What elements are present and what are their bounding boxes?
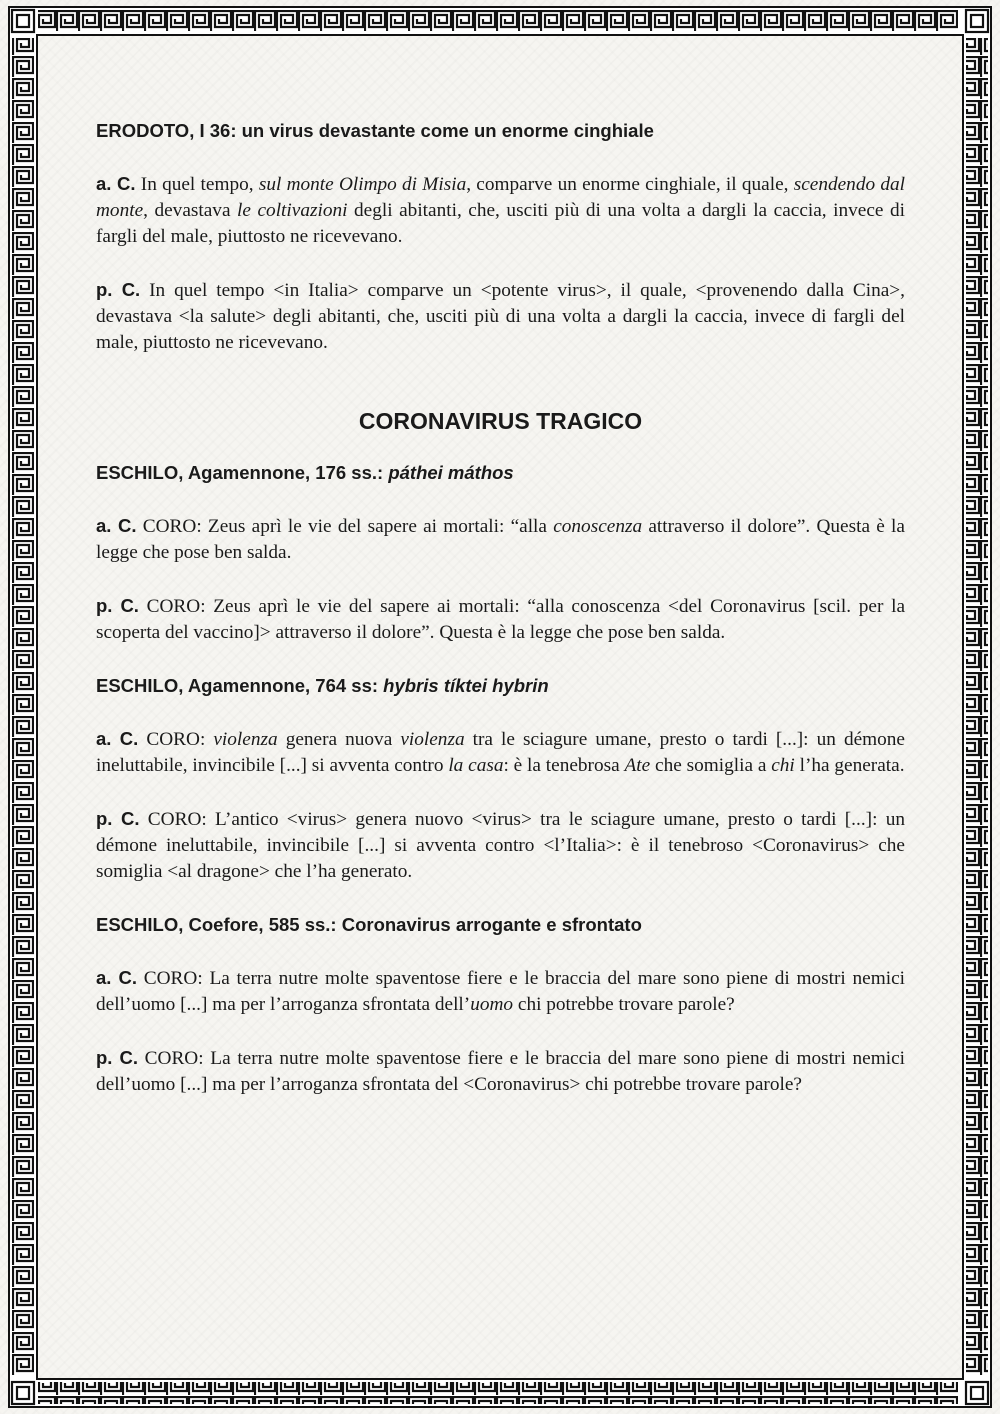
paragraph-coefore-pc: p. C. CORO: La terra nutre molte spaventose fiere e le braccia del mare sono piene di mostri nemici dell’uomo [...] ma per l’arroganza sfrontata del <Coronavirus> chi potrebbe trovare parole? [96,1047,905,1095]
marker-pc: p. C. [96,808,140,829]
paragraph-agamennone-764-ac: a. C. CORO: violenza genera nuova violenza tra le sciagure umane, presto o tardi [...]: un démone ineluttabile, invincibile [...] si avventa contro la casa: è la tenebrosa Ate che somiglia a chi l’ha generata. [96,728,905,776]
paragraph-agamennone-176-ac: a. C. CORO: Zeus aprì le vie del sapere ai mortali: “alla conoscenza attraverso il dolore”. Questa è la legge che pose ben salda. [96,515,905,563]
paragraph-agamennone-176-pc: p. C. CORO: Zeus aprì le vie del sapere ai mortali: “alla conoscenza <del Coronavirus [scil. per la scoperta del vaccino]> attraverso il dolore”. Questa è la legge che pose ben salda. [96,595,905,643]
marker-ac: a. C. [96,967,138,988]
paragraph-erodoto-pc: p. C. In quel tempo <in Italia> comparve un <potente virus>, il quale, <provenendo dalla Cina>, devastava <la salute> degli abitanti, che, usciti più di una volta a dargli la caccia, invece di fargli del male, piuttosto ne ricevevano. [96,279,905,353]
section-title: CORONAVIRUS TRAGICO [358,408,643,434]
heading-erodoto: ERODOTO, I 36: un virus devastante come un enorme cinghiale [96,120,654,141]
marker-pc: p. C. [96,279,141,300]
marker-pc: p. C. [96,1047,138,1068]
paragraph-erodoto-ac: a. C. In quel tempo, sul monte Olimpo di Misia, comparve un enorme cinghiale, il quale, scendendo dal monte, devastava le coltivazioni degli abitanti, che, usciti più di una volta a dargli la caccia, invece di fargli del male, piuttosto ne ricevevano. [96,173,906,247]
marker-ac: a. C. [96,728,139,749]
paragraph-coefore-ac: a. C. CORO: La terra nutre molte spaventose fiere e le braccia del mare sono piene di mostri nemici dell’uomo [...] ma per l’arroganza sfrontata dell’uomo chi potrebbe trovare parole? [96,967,905,1015]
marker-ac: a. C. [96,515,137,536]
heading-coefore: ESCHILO, Coefore, 585 ss.: Coronavirus arrogante e sfrontato [96,914,642,935]
document-body [96,118,905,1098]
marker-ac: a. C. [96,173,136,194]
heading-agamennone-176: ESCHILO, Agamennone, 176 ss.: páthei máthos [96,462,514,483]
marker-pc: p. C. [96,595,139,616]
paragraph-agamennone-764-pc: p. C. CORO: L’antico <virus> genera nuovo <virus> tra le sciagure umane, presto o tardi [...]: un démone ineluttabile, invincibile [...] si avventa contro <l’Italia>: è il tenebroso <Coronavirus> che somiglia <al dragone> che l’ha generato. [96,808,905,882]
heading-agamennone-764: ESCHILO, Agamennone, 764 ss: hybris tíktei hybrin [96,675,549,696]
